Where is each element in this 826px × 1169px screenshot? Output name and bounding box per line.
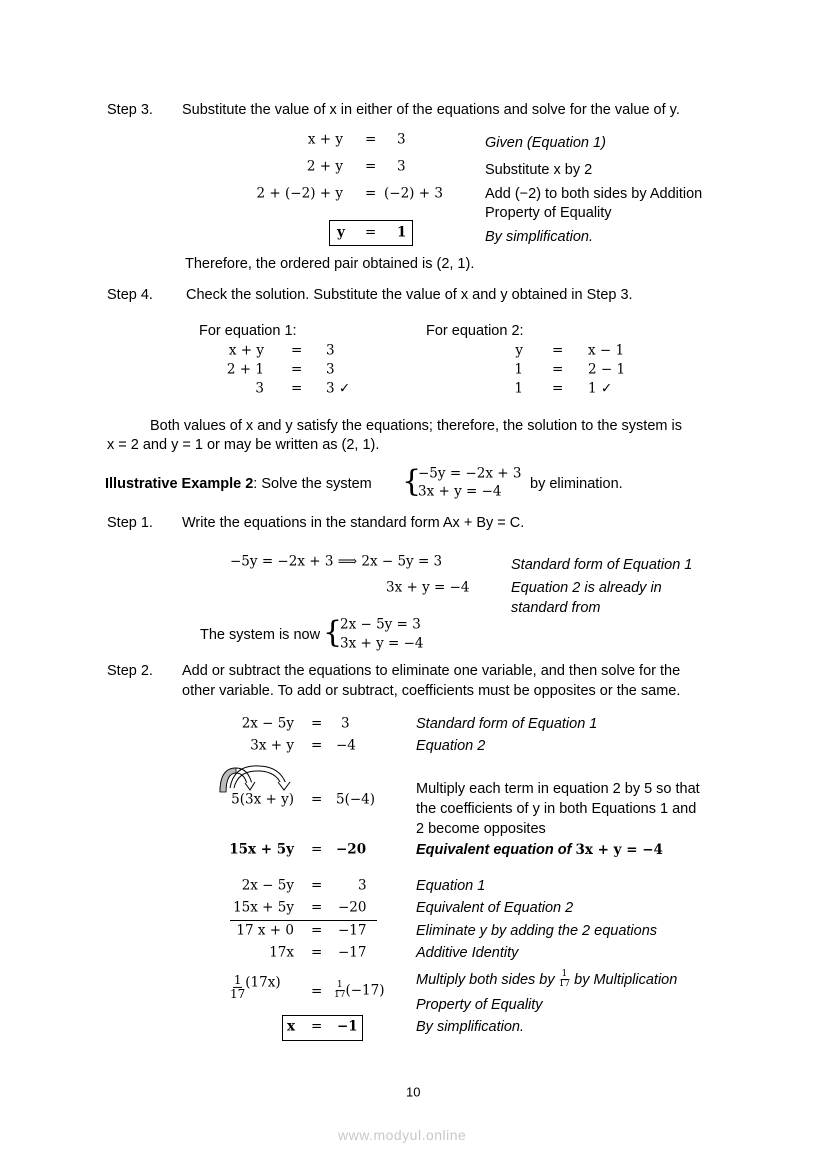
step2-label: Step 2.	[107, 662, 153, 679]
eq-sign: =	[365, 224, 377, 241]
watermark: www.modyul.online	[338, 1127, 467, 1143]
eq-sign: =	[365, 185, 377, 202]
eq-sign: =	[291, 342, 303, 359]
eq-rhs: 5(−4)	[336, 791, 376, 808]
eq-sign: =	[311, 841, 323, 858]
check-eq1-heading: For equation 1:	[199, 322, 297, 339]
eq-lhs: 2x − 5y	[241, 877, 294, 894]
eq-rhs: 3	[397, 158, 406, 175]
eq-lhs: 1	[514, 361, 523, 378]
eq-rhs: 2 − 1	[588, 361, 626, 378]
eq-sign: =	[311, 791, 323, 808]
fraction	[559, 970, 570, 990]
step3-conclusion: Therefore, the ordered pair obtained is (2, 1).	[185, 255, 475, 272]
eq-note-text: by Multiplication	[570, 971, 678, 988]
step3-label: Step 3.	[107, 101, 153, 118]
system-label: The system is now	[200, 626, 321, 643]
eq-sign: =	[311, 899, 323, 916]
fraction-denominator: 17	[558, 979, 571, 990]
equation-2: 3x + y = −4	[386, 579, 470, 596]
eq-note-math: 3x + y = −4	[575, 841, 663, 858]
eq-lhs: 3x + y	[250, 737, 294, 754]
eq-lhs-rest: (17x)	[245, 974, 281, 991]
eq-lhs: 15x + 5y	[233, 899, 294, 916]
eq-note: By simplification.	[485, 228, 593, 245]
eq-rhs: −17	[338, 922, 367, 939]
eq-rhs: 3	[341, 715, 350, 732]
eq-rhs: −20	[336, 841, 367, 858]
eq-lhs: x	[287, 1018, 296, 1035]
step1-label: Step 1.	[107, 514, 153, 531]
eq-note-cont: standard from	[511, 599, 601, 616]
step1-text: Write the equations in the standard form Ax + By = C.	[182, 514, 525, 531]
eq-note: Substitute x by 2	[485, 161, 593, 178]
eq-rhs: 3	[358, 877, 367, 894]
eq-sign: =	[311, 737, 323, 754]
step4-label: Step 4.	[107, 286, 153, 303]
fraction-denominator: 17	[230, 986, 246, 1001]
eq-rhs: −17	[338, 944, 367, 961]
eq-note: Standard form of Equation 1	[416, 715, 598, 732]
eq-lhs: 2 + (−2) + y	[256, 185, 343, 202]
eq-sign: =	[365, 131, 377, 148]
eq-note	[416, 970, 677, 990]
system-eq1: 2x − 5y = 3	[340, 616, 421, 633]
eq-sign: =	[365, 158, 377, 175]
step3-text: Substitute the value of x in either of the equations and solve for the value of y.	[182, 101, 680, 118]
eq-rhs: −4	[336, 737, 356, 754]
fraction-denominator: 17	[334, 990, 346, 1001]
eq-lhs: 2x − 5y	[241, 715, 294, 732]
eq-rhs: 3 ✓	[326, 380, 351, 397]
fraction	[334, 981, 345, 1001]
eq-lhs: 5(3x + y)	[231, 791, 294, 808]
step4-text: Check the solution. Substitute the value of x and y obtained in Step 3.	[186, 286, 633, 303]
eq-rhs: 3	[326, 342, 335, 359]
eq-rhs: 3	[397, 131, 406, 148]
eq-lhs: 2 + 1	[226, 361, 264, 378]
system-eq2: 3x + y = −4	[340, 635, 424, 652]
example2-title: Illustrative Example 2	[105, 475, 254, 492]
eq-lhs	[230, 974, 281, 1000]
eq-sign: =	[311, 877, 323, 894]
eq-rhs: 3	[326, 361, 335, 378]
eq-lhs: 17x	[269, 944, 294, 961]
page-number: 10	[406, 1084, 421, 1100]
eq-note-text: Equivalent equation of	[416, 841, 576, 858]
eq-note: Eliminate y by adding the 2 equations	[416, 922, 658, 939]
eq-note: Multiply each term in equation 2 by 5 so that	[416, 780, 700, 797]
fraction	[230, 974, 245, 1000]
eq-note: Equation 1	[416, 877, 486, 894]
example2-suffix: by elimination.	[530, 475, 623, 492]
eq-note: Additive Identity	[416, 944, 519, 961]
eq-note: By simplification.	[416, 1018, 524, 1035]
eq-lhs: 17 x + 0	[236, 922, 294, 939]
eq-lhs: x + y	[307, 131, 343, 148]
eq-rhs: 1 ✓	[588, 380, 613, 397]
eq-note-cont: Property of Equality	[485, 204, 612, 221]
eq-sign: =	[552, 342, 564, 359]
eq-rhs-rest: (−17)	[345, 982, 385, 999]
eq-lhs: 1	[514, 380, 523, 397]
eq-lhs: 15x + 5y	[229, 841, 294, 858]
system-brace: {	[323, 615, 343, 650]
conclusion-paragraph-line1: Both values of x and y satisfy the equations; therefore, the solution to the system is	[150, 417, 682, 434]
eq-note-cont: 2 become opposites	[416, 820, 546, 837]
eq-rhs: −20	[338, 899, 367, 916]
fraction-numerator: 1	[233, 972, 242, 987]
eq-rhs	[334, 981, 384, 1001]
system-eq1: −5y = −2x + 3	[418, 465, 522, 482]
eq-note: Equation 2	[416, 737, 486, 754]
eq-sign: =	[311, 983, 323, 1000]
step2-text-line2: other variable. To add or subtract, coefficients must be opposites or the same.	[182, 682, 681, 699]
example2-intro: : Solve the system	[253, 475, 372, 492]
eq-lhs: 2 + y	[306, 158, 343, 175]
check-eq2-heading: For equation 2:	[426, 322, 524, 339]
example2-heading	[105, 477, 372, 492]
addition-line	[230, 920, 377, 921]
standard-form-conversion: −5y = −2x + 3 ⟹ 2x − 5y = 3	[230, 553, 443, 570]
eq-sign: =	[291, 380, 303, 397]
eq-note-cont: Property of Equality	[416, 996, 543, 1013]
eq-sign: =	[291, 361, 303, 378]
eq-sign: =	[311, 922, 323, 939]
eq-rhs: x − 1	[588, 342, 625, 359]
distribution-arrows-icon	[214, 764, 296, 794]
eq-sign: =	[311, 1018, 323, 1035]
eq-sign: =	[311, 944, 323, 961]
eq-sign: =	[552, 380, 564, 397]
eq-sign: =	[552, 361, 564, 378]
system-brace: {	[402, 464, 422, 499]
eq-rhs: −1	[337, 1018, 358, 1035]
eq-note-cont: the coefficients of y in both Equations 1 and	[416, 800, 697, 817]
eq-note: Equation 2 is already in	[511, 579, 662, 596]
eq-rhs: (−2) + 3	[384, 185, 443, 202]
eq-note: Add (−2) to both sides by Addition	[485, 185, 703, 202]
conclusion-paragraph-line2: x = 2 and y = 1 or may be written as (2, 1).	[107, 436, 380, 453]
step2-text-line1: Add or subtract the equations to eliminate one variable, and then solve for the	[182, 662, 681, 679]
eq-note: Standard form of Equation 1	[511, 556, 693, 573]
eq-sign: =	[311, 715, 323, 732]
eq-note: Given (Equation 1)	[485, 134, 606, 151]
system-eq2: 3x + y = −4	[418, 483, 502, 500]
eq-lhs: 3	[255, 380, 264, 397]
fraction-numerator: 1	[561, 969, 568, 980]
eq-note: Equivalent of Equation 2	[416, 899, 574, 916]
eq-note	[416, 843, 663, 858]
eq-lhs: x + y	[228, 342, 264, 359]
eq-lhs: y	[337, 224, 345, 241]
eq-lhs: y	[515, 342, 523, 359]
eq-note-text: Multiply both sides by	[416, 971, 559, 988]
eq-rhs: 1	[397, 224, 407, 241]
fraction-numerator: 1	[336, 980, 343, 991]
